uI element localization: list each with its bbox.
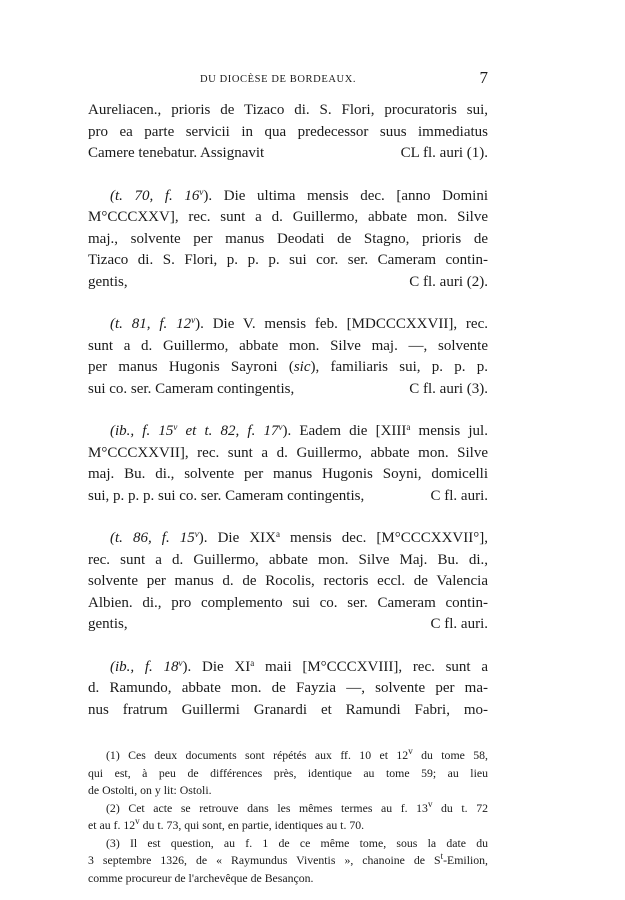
paragraph-1 — [88, 100, 488, 165]
folio-reference: (ib., f. 18$^v$ — [110, 657, 183, 675]
text-line: nus fratrum Guillermi Granardi et Ramundi Fabri, mo- — [88, 701, 488, 718]
folio-reference: (t. 81, f. 12$^v$ — [110, 315, 196, 332]
text-line-left: gentis, — [88, 616, 128, 632]
footnote-line: comme procureur de l'archevêque de Besançon. — [88, 870, 314, 885]
folio-reference: (t. 70, f. 16$^v$ — [110, 186, 204, 204]
text-line: Albien. di., pro complemento sui co. ser. Cameram contin- — [88, 594, 488, 611]
text-line-right: C fl. auri. — [430, 616, 488, 632]
footnote-line: qui est, à peu de différences près, identique au tome 59; au lieu — [88, 765, 488, 780]
text-line-right: CL fl. auri (1). — [400, 145, 488, 161]
text-line — [88, 614, 488, 636]
paragraph-6 — [88, 657, 488, 722]
text-line-right: C fl. auri. — [430, 487, 488, 504]
paragraph-2 — [88, 186, 488, 294]
text-line: (ib., f. 15$^v$ et t. 82, f. 17$^v$). Eadem die [XIII$^a$ mensis jul. — [110, 422, 488, 439]
text-line: sunt a d. Guillermo, abbate mon. Silve maj. —, solvente — [88, 337, 488, 354]
book-page — [88, 70, 488, 887]
text-line: (ib., f. 18$^v$). Die $XI^a$ maii [M°CCCXVIII], rec. sunt a — [110, 657, 488, 675]
text-line-right: C fl. auri (2). — [409, 273, 488, 290]
text-line: Tizaco di. S. Flori, p. p. p. sui cor. ser. Cameram contin- — [88, 252, 488, 268]
text-line-left: Camere tenebatur. Assignavit — [88, 145, 265, 161]
text-line-left: sui, p. p. p. sui co. ser. Cameram contingentis, — [88, 487, 365, 504]
text-line: (t. 70, f. 16$^v$). Die ultima mensis dec. [anno Domini — [110, 186, 488, 204]
text-line — [88, 486, 488, 508]
page-number: 7 — [479, 68, 488, 87]
folio-reference: (t. 86, f. 15$^v$ — [110, 529, 199, 546]
text-line: M°CCCXXVII], rec. sunt a d. Guillermo, abbate mon. Silve — [88, 444, 488, 461]
text-line — [88, 379, 488, 401]
footnote-line: et au f. 12$^v$ du t. 73, qui sont, en partie, identiques au t. 70. — [88, 816, 365, 832]
text-line: solvente per manus d. de Rocolis, rectoris eccl. de Valencia — [88, 573, 488, 589]
text-line: d. Ramundo, abbate mon. de Fayzia —, solvente per ma- — [88, 680, 488, 696]
paragraph-4 — [88, 421, 488, 507]
text-line: maj., solvente per manus Deodati de Stagno, prioris de — [88, 230, 488, 247]
footnote-line: 3 septembre 1326, de « Raymundus Viventis », chanoine de $S^t$-Emilion, — [88, 851, 488, 867]
footnote-line: (1) Ces deux documents sont répétés aux ff. 10 et 12$^v$ du tome 58, — [106, 746, 488, 762]
text-line-left: gentis, — [88, 273, 128, 290]
text-line: rec. sunt a d. Guillermo, abbate mon. Silve Maj. Bu. di., — [88, 551, 488, 568]
text-line: per manus Hugonis Sayroni (sic), familiaris sui, p. p. p. — [88, 359, 488, 375]
footnote-line: de Ostolti, on y lit: Ostoli. — [88, 783, 212, 797]
text-line-left: sui co. ser. Cameram contingentis, — [88, 380, 295, 397]
paragraph-3 — [88, 314, 488, 400]
text-line: maj. Bu. di., solvente per manus Hugonis Soyni, domicelli — [88, 466, 488, 482]
footnotes — [88, 747, 488, 887]
text-line — [88, 272, 488, 294]
text-line — [88, 143, 488, 165]
paragraph-5 — [88, 528, 488, 636]
text-line: (t. 86, f. 15$^v$). Die XIX$^a$ mensis dec. [M°CCCXXVII°], — [110, 529, 488, 546]
text-line: M°CCCXXV], rec. sunt a d. Guillermo, abbate mon. Silve — [88, 209, 488, 225]
footnote-line: (2) Cet acte se retrouve dans les mêmes termes au f. 13$^v$ du t. 72 — [106, 798, 488, 815]
text-line: Aureliacen., prioris de Tizaco di. S. Flori, procuratoris sui, — [88, 102, 488, 118]
text-line: (t. 81, f. 12$^v$). Die V. mensis feb. [MDCCCXXVII], rec. — [110, 315, 488, 332]
text-line: pro ea parte servicii in qua predecessor suus immediatus — [88, 123, 488, 140]
running-title: DU DIOCÈSE DE BORDEAUX. — [200, 74, 357, 85]
text-line-right: C fl. auri (3). — [409, 380, 488, 397]
running-head — [88, 70, 488, 92]
folio-reference: (ib., f. 15$^v$ et t. 82, f. 17$^v$ — [110, 422, 283, 439]
footnote-line: (3) Il est question, au f. 1 de ce même tome, sous la date du — [106, 835, 488, 850]
